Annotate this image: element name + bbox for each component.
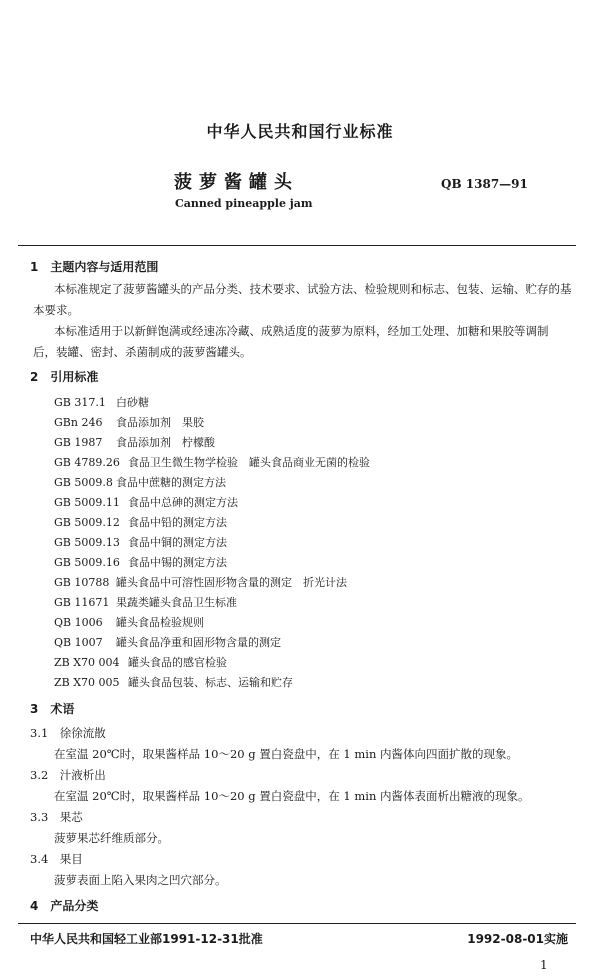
term-name: 徐徐流散 (59, 726, 106, 740)
reference-title: 罐头食品包装、标志、运输和贮存 (128, 676, 293, 689)
section-1-paragraph-2-line-2: 后，装罐、密封、杀菌制成的菠萝酱罐头。 (33, 345, 252, 359)
approval-note: 中华人民共和国轻工业部1991-12-31批准 (30, 932, 263, 946)
reference-code: GB 5009.12 (54, 516, 120, 529)
reference-title: 食品中蔗糖的测定方法 (116, 476, 226, 489)
term-name: 果芯 (59, 810, 83, 824)
reference-item (54, 494, 238, 510)
section-1-heading: 1 主题内容与适用范围 (30, 260, 159, 274)
reference-title: 食品卫生微生物学检验 罐头食品商业无菌的检验 (128, 456, 370, 469)
reference-item (54, 554, 227, 570)
section-1-paragraph-1-line-1: 本标准规定了菠萝酱罐头的产品分类、技术要求、试验方法、检验规则和标志、包装、运输、贮存的基 (54, 282, 572, 296)
reference-title: 食品中锡的测定方法 (128, 556, 227, 569)
reference-code: GB 11671 (54, 596, 110, 609)
reference-code: GB 5009.13 (54, 536, 120, 549)
reference-item (54, 414, 204, 430)
term-name: 果目 (59, 852, 83, 866)
reference-title: 果蔬类罐头食品卫生标准 (116, 596, 237, 609)
section-4-heading: 4 产品分类 (30, 899, 99, 913)
reference-item (54, 574, 347, 590)
section-2-heading: 2 引用标准 (30, 370, 99, 384)
reference-item (54, 394, 149, 410)
reference-code: QB 1007 (54, 636, 103, 649)
section-1-paragraph-1-line-2: 本要求。 (33, 303, 79, 317)
section-3-heading: 3 术语 (30, 702, 75, 716)
term-definition: 在室温 20℃时，取果酱样品 10～20 g 置白瓷盘中，在 1 min 内酱体向四面扩散的现象。 (54, 747, 519, 761)
reference-code: GBn 246 (54, 416, 103, 429)
term-heading (30, 767, 106, 783)
term-number: 3.4 (30, 852, 49, 866)
reference-code: GB 317.1 (54, 396, 106, 409)
term-heading (30, 809, 83, 825)
reference-code: GB 10788 (54, 576, 110, 589)
reference-item (54, 634, 281, 650)
reference-item (54, 674, 293, 690)
reference-code: GB 4789.26 (54, 456, 120, 469)
reference-item (54, 654, 227, 670)
term-name: 汁液析出 (59, 768, 106, 782)
standard-title-cn: 菠萝酱罐头 (174, 172, 299, 193)
reference-code: GB 5009.16 (54, 556, 120, 569)
reference-title: 食品中铜的测定方法 (128, 536, 227, 549)
reference-code: ZB X70 005 (54, 676, 120, 689)
reference-code: GB 5009.8 (54, 476, 113, 489)
term-number: 3.3 (30, 810, 49, 824)
standard-title-en: Canned pineapple jam (175, 197, 313, 210)
industry-title: 中华人民共和国行业标准 (206, 122, 394, 141)
page-number: 1 (540, 958, 548, 972)
term-heading (30, 851, 83, 867)
footer-divider (18, 923, 576, 924)
reference-title: 白砂糖 (116, 396, 149, 409)
reference-code: ZB X70 004 (54, 656, 120, 669)
reference-item (54, 434, 215, 450)
reference-item (54, 614, 204, 630)
reference-item (54, 594, 237, 610)
reference-item (54, 454, 370, 470)
standard-code: QB 1387—91 (441, 177, 528, 191)
reference-title: 食品中总砷的测定方法 (128, 496, 238, 509)
section-1-paragraph-2-line-1: 本标准适用于以新鲜饱满或经速冻冷藏、成熟适度的菠萝为原料，经加工处理、加糖和果胶等调制 (54, 324, 549, 338)
reference-title: 罐头食品的感官检验 (128, 656, 227, 669)
reference-title: 食品中铅的测定方法 (128, 516, 227, 529)
term-number: 3.1 (30, 726, 49, 740)
reference-title: 食品添加剂 果胶 (116, 416, 204, 429)
reference-code: QB 1006 (54, 616, 103, 629)
reference-item (54, 534, 227, 550)
reference-title: 罐头食品检验规则 (116, 616, 204, 629)
term-number: 3.2 (30, 768, 49, 782)
reference-code: GB 1987 (54, 436, 103, 449)
reference-title: 罐头食品净重和固形物含量的测定 (116, 636, 281, 649)
reference-title: 食品添加剂 柠檬酸 (116, 436, 215, 449)
implementation-date: 1992-08-01实施 (467, 932, 568, 946)
reference-item (54, 514, 227, 530)
reference-code: GB 5009.11 (54, 496, 120, 509)
term-definition: 在室温 20℃时，取果酱样品 10～20 g 置白瓷盘中，在 1 min 内酱体表面析出糖液的现象。 (54, 789, 530, 803)
term-definition: 菠萝表面上陷入果肉之凹穴部分。 (54, 873, 227, 887)
reference-title: 罐头食品中可溶性固形物含量的测定 折光计法 (116, 576, 347, 589)
reference-item (54, 474, 226, 490)
header-divider (18, 245, 576, 246)
term-definition: 菠萝果芯纤维质部分。 (54, 831, 169, 845)
term-heading (30, 725, 106, 741)
